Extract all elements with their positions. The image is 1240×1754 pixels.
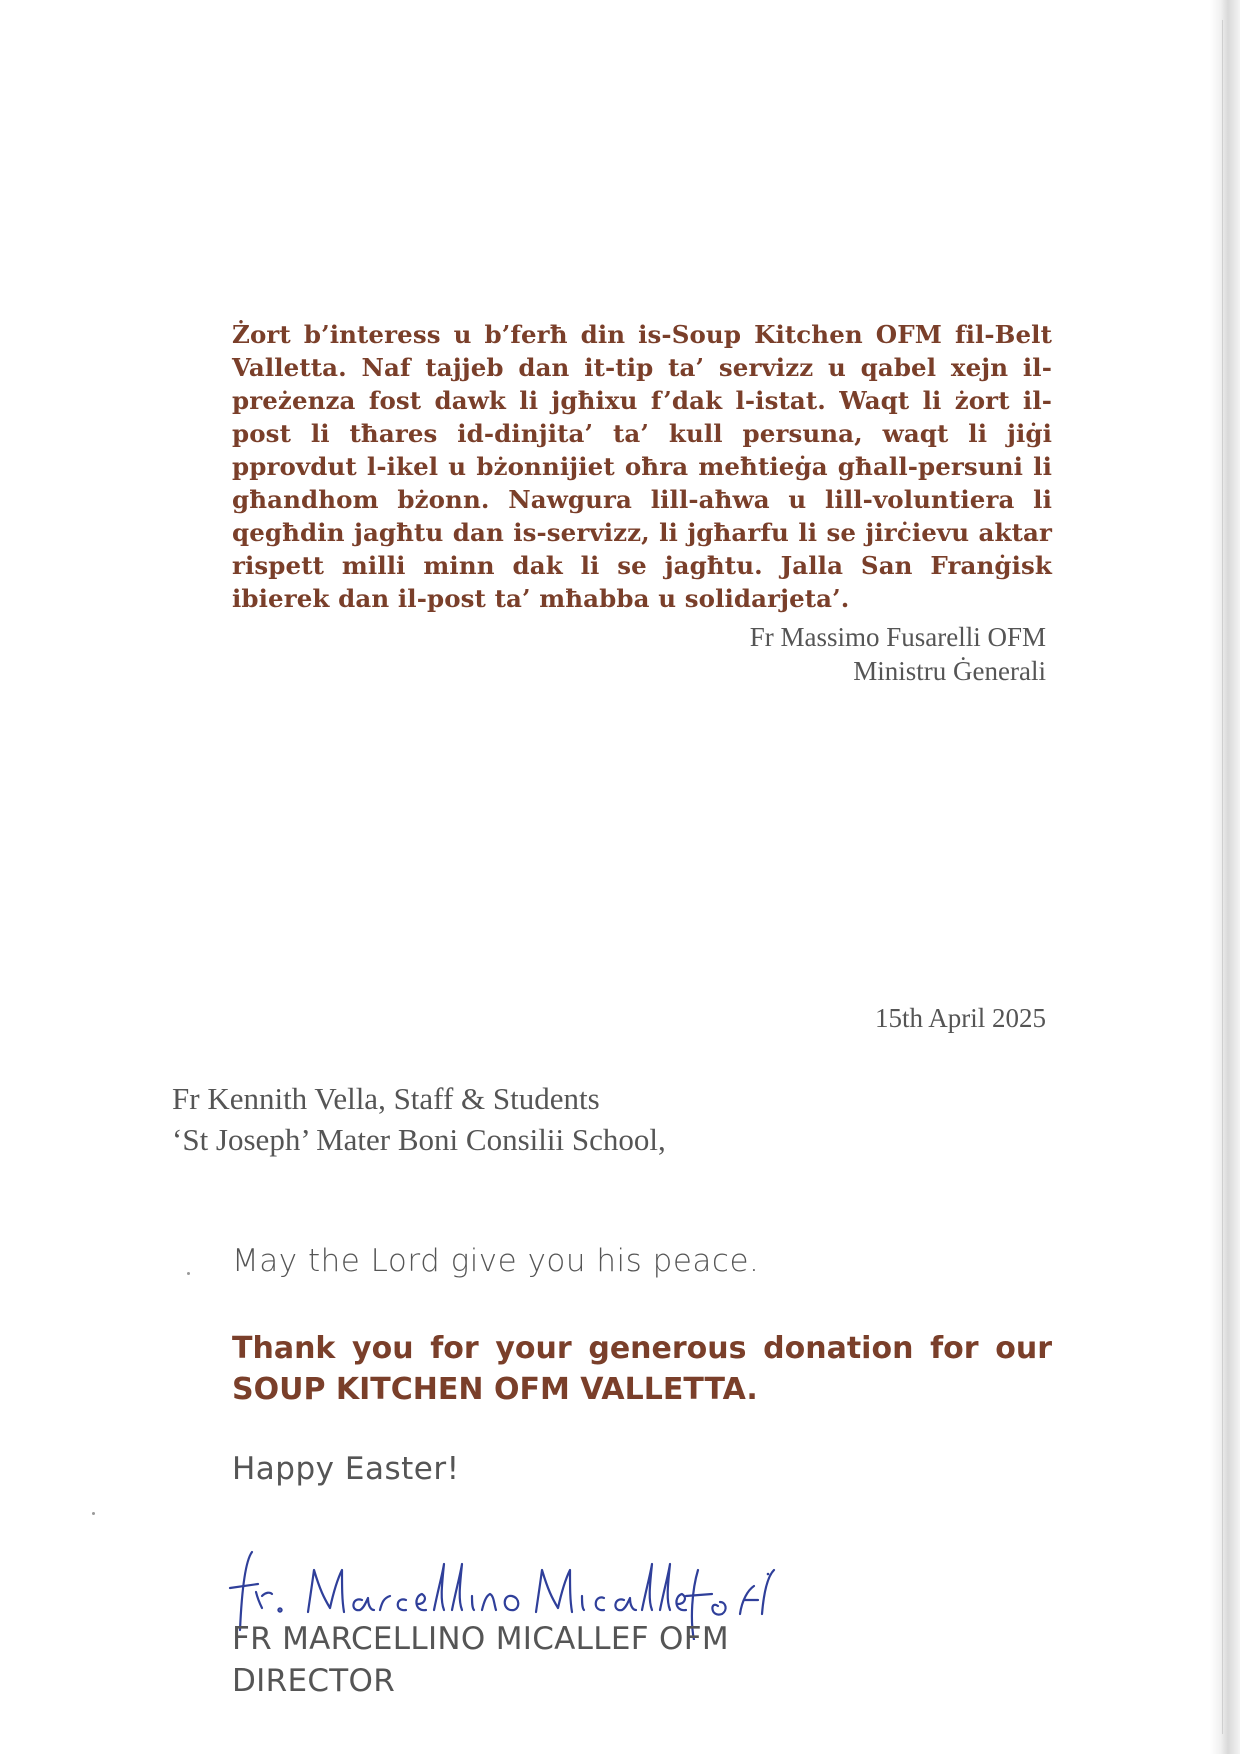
recipient-block [172,1078,666,1160]
greeting-line: May the Lord give you his peace. [232,1243,760,1279]
thank-you-message: Thank you for your generous donation for our SOUP KITCHEN OFM VALLETTA. [232,1331,1052,1407]
recipient-line-2: ‘St Joseph’ Mater Boni Consilii School, [172,1122,666,1157]
scanner-edge-line [1222,20,1223,1734]
closing-line: Happy Easter! [232,1451,460,1487]
scan-speck [187,1272,190,1275]
scan-speck [92,1512,95,1515]
recipient-line-1: Fr Kennith Vella, Staff & Students [172,1081,600,1116]
quote-paragraph: Żort b’interess u b’ferħ din is-Soup Kitchen OFM fil-Belt Valletta. Naf tajjeb dan it-tip ta’ servizz u qabel xejn il-preżenza fost dawk li jgħixu f’dak l-istat. Waqt li żort il-post li tħares id-dinjita’ ta’ kull persuna, waqt li jiġi pprovdut l-ikel u bżonnijiet oħra meħtieġa għall-persuni li għandhom bżonn. Nawgura lill-aħwa u lill-voluntiera li qegħdin jagħtu dan is-servizz, li jgħarfu li se jirċievu aktar rispett milli minn dak li se jagħtu. Jalla San Franġisk ibierek dan il-post ta’ mħabba u solidarjeta’. [232,320,1052,613]
letter-date: 15th April 2025 [874,1003,1046,1033]
quote-author-name: Fr Massimo Fusarelli OFM [749,622,1046,652]
signatory-block [232,1618,729,1702]
quote-attribution [750,620,1046,688]
quote-author-title: Ministru Ġenerali [853,656,1046,686]
signatory-name: FR MARCELLINO MICALLEF OFM [232,1621,729,1657]
scanner-edge-shadow [1210,0,1240,1754]
signatory-title: DIRECTOR [232,1663,396,1699]
